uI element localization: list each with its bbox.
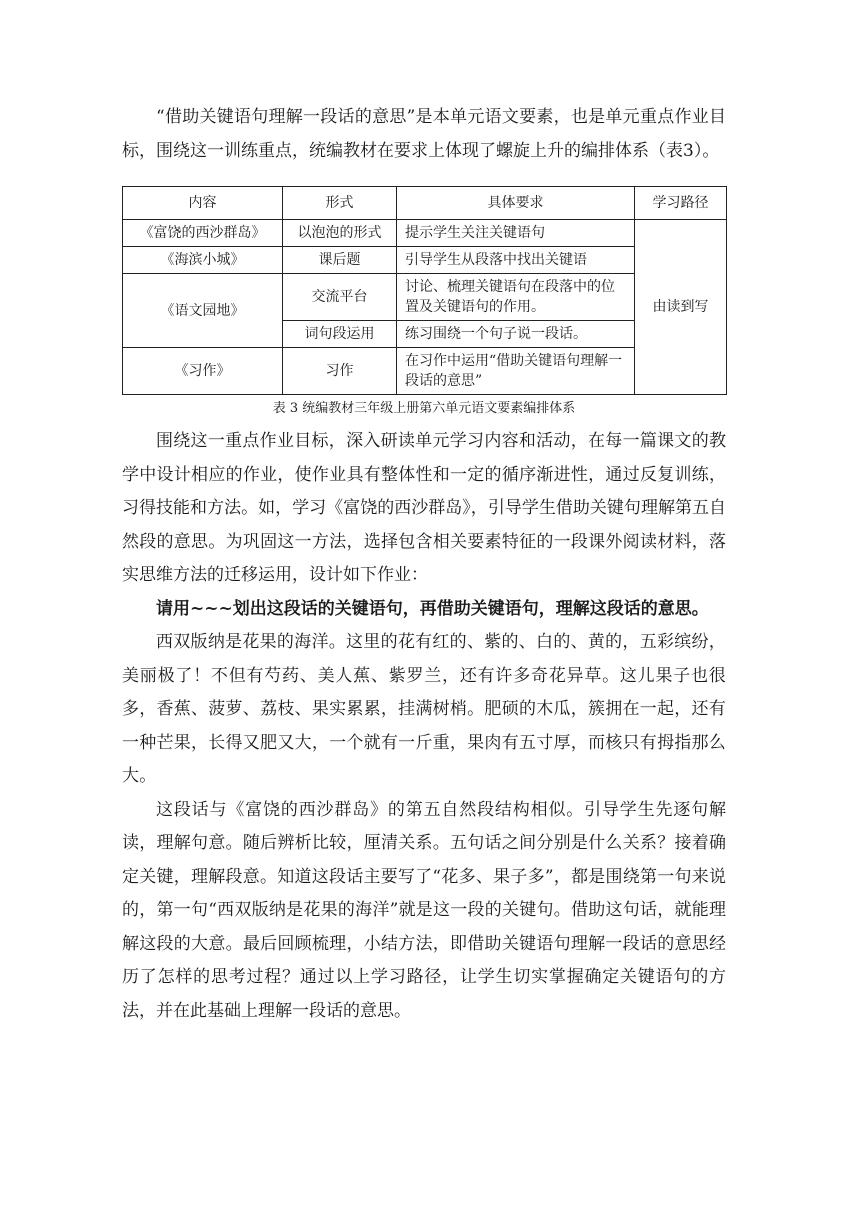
cell-requirement: 练习围绕一个句子说一段话。 xyxy=(397,321,635,348)
cell-form: 课后题 xyxy=(283,247,397,274)
table-header-row xyxy=(123,187,727,220)
header-form: 形式 xyxy=(283,187,397,220)
cell-content: 《富饶的西沙群岛》 xyxy=(123,220,283,247)
cell-path: 由读到写 xyxy=(635,220,727,395)
header-content: 内容 xyxy=(123,187,283,220)
reading-sample: 西双版纳是花果的海洋。这里的花有红的、紫的、白的、黄的，五彩缤纷，美丽极了！不但有芍药、美人蕉、紫罗兰，还有许多奇花异草。这儿果子也很多，香蕉、菠萝、荔枝、果实累累，挂满树梢。肥硕的木瓜，簇拥在一起，还有一种芒果，长得又肥又大，一个就有一斤重，果肉有五寸厚，而核只有拇指那么大。 xyxy=(122,632,726,786)
analysis-paragraph: 这段话与《富饶的西沙群岛》的第五自然段结构相似。引导学生先逐句解读，理解句意。随后辨析比较，厘清关系。五句话之间分别是什么关系？接着确定关键，理解段意。知道这段话主要写了“花多、果子多”，都是围绕第一句来说的，第一句“西双版纳是花果的海洋”就是这一段的关键句。借助这句话，就能理解这段的大意。最后回顾梳理，小结方法，即借助关键语句理解一段话的意思经历了怎样的思考过程？通过以上学习路径，让学生切实掌握确定关键语句的方法，并在此基础上理解一段话的意思。 xyxy=(122,799,726,1021)
document-body xyxy=(122,100,726,1028)
intro-paragraph: “借助关键语句理解一段话的意思”是本单元语文要素，也是单元重点作业目标，围绕这一训练重点，统编教材在要求上体现了螺旋上升的编排体系（表3）。 xyxy=(122,107,726,161)
cell-requirement: 提示学生关注关键语句 xyxy=(397,220,635,247)
cell-content: 《语文园地》 xyxy=(123,274,283,348)
cell-content: 《海滨小城》 xyxy=(123,247,283,274)
cell-requirement: 引导学生从段落中找出关键语 xyxy=(397,247,635,274)
cell-requirement: 讨论、梳理关键语句在段落中的位置及关键语句的作用。 xyxy=(397,274,635,321)
task-instruction: 请用~~~划出这段话的关键语句，再借助关键语句，理解这段话的意思。 xyxy=(156,598,709,619)
header-path: 学习路径 xyxy=(635,187,727,220)
table-caption: 表 3 统编教材三年级上册第六单元语文要素编排体系 xyxy=(272,401,576,416)
header-requirement: 具体要求 xyxy=(397,187,635,220)
cell-requirement: 在习作中运用“借助关键语句理解一段话的意思” xyxy=(397,348,635,395)
requirements-table xyxy=(122,186,727,395)
cell-form: 习作 xyxy=(283,348,397,395)
cell-form: 交流平台 xyxy=(283,274,397,321)
body-paragraph: 围绕这一重点作业目标，深入研读单元学习内容和活动，在每一篇课文的教学中设计相应的作业，使作业具有整体性和一定的循序渐进性，通过反复训练，习得技能和方法。如，学习《富饶的西沙群岛》，引导学生借助关键句理解第五自然段的意思。为巩固这一方法，选择包含相关要素特征的一段课外阅读材料，落实思维方法的迁移运用，设计如下作业： xyxy=(122,431,726,585)
cell-form: 词句段运用 xyxy=(283,321,397,348)
cell-content: 《习作》 xyxy=(123,348,283,395)
cell-form: 以泡泡的形式 xyxy=(283,220,397,247)
table-row xyxy=(123,220,727,247)
